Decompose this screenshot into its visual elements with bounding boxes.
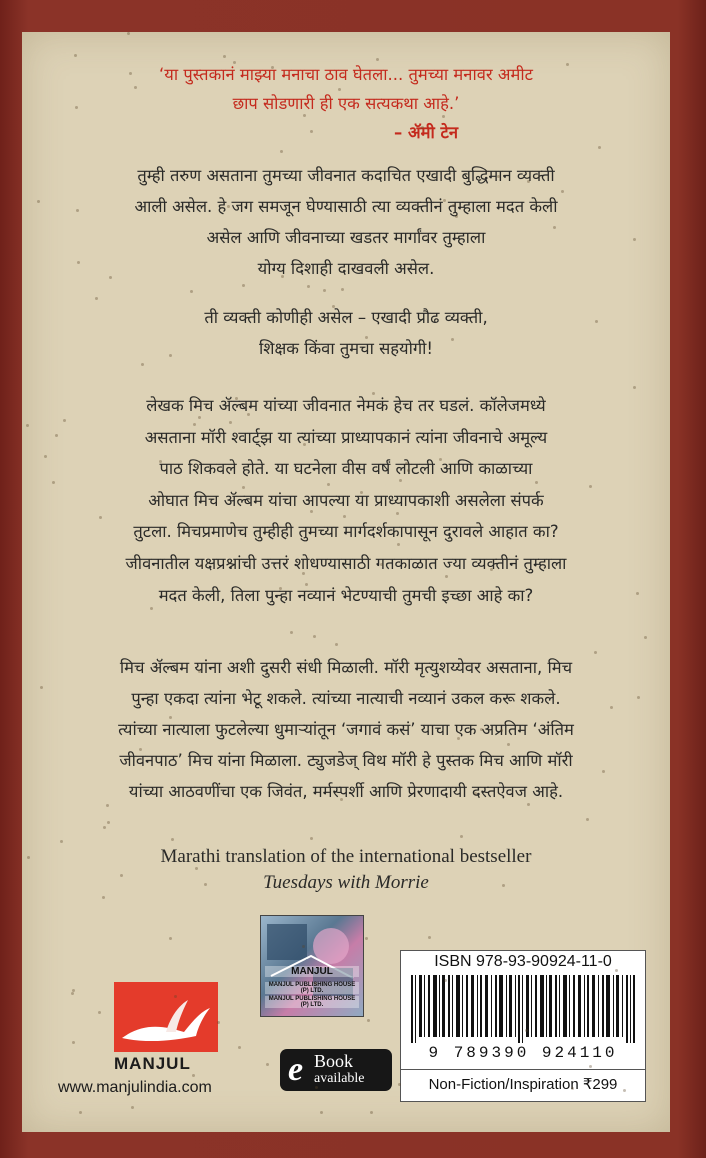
paper-speck (553, 226, 556, 229)
paper-speck (443, 199, 446, 202)
paper-speck (79, 1111, 82, 1114)
paragraph-line: जीवनातील यक्षप्रश्नांची उत्तरं शोधण्यासाठी गतकाळात ज्या व्यक्तीनं तुम्हाला (125, 553, 567, 573)
paragraph-line: जीवनपाठ’ मिच यांना मिळाला. ट्युजडेज् विथ मॉरी हे पुस्तक मिच आणि मॉरी (119, 751, 573, 770)
paper-speck (266, 1063, 269, 1066)
paper-speck (229, 421, 232, 424)
paper-speck (109, 276, 112, 279)
paper-speck (305, 583, 308, 586)
paper-speck (372, 392, 375, 395)
paper-speck (134, 86, 137, 89)
paper-speck (235, 397, 238, 400)
paper-speck (77, 261, 80, 264)
paper-speck (474, 792, 477, 795)
paper-speck (227, 205, 230, 208)
paper-speck (502, 884, 505, 887)
paper-speck (303, 443, 306, 446)
paper-speck (367, 1019, 370, 1022)
paper-speck (610, 706, 613, 709)
paper-speck (452, 204, 455, 207)
paper-speck (141, 363, 144, 366)
paper-speck (281, 275, 284, 278)
hologram-line-1: MANJUL PUBLISHING HOUSE (P) LTD. (265, 982, 359, 994)
paper-speck (500, 729, 503, 732)
paper-speck (310, 130, 313, 133)
paper-speck (633, 238, 636, 241)
paper-speck (338, 88, 341, 91)
paragraph-line: असेल आणि जीवनाच्या खडतर मार्गांवर तुम्हाला (206, 228, 486, 247)
paragraph-4 (22, 652, 670, 807)
isbn-box (400, 950, 646, 1102)
translation-note (22, 844, 670, 896)
paper-speck (561, 190, 564, 193)
paper-speck (405, 462, 408, 465)
paper-speck (71, 992, 74, 995)
isbn-label: ISBN 978-93-90924-11-0 (434, 953, 612, 970)
paper-speck (280, 150, 283, 153)
paragraph-line: पाठ शिकवले होते. या घटनेला वीस वर्षं लोटली आणि काळाच्या (159, 459, 533, 479)
paper-speck (150, 607, 153, 610)
paper-speck (327, 483, 330, 486)
paper-speck (421, 126, 424, 129)
paper-speck (571, 1087, 574, 1090)
paper-speck (200, 564, 203, 567)
publisher-website[interactable]: www.manjulindia.com (58, 1079, 212, 1096)
paper-speck (623, 1089, 626, 1092)
hologram-line-2: MANJUL PUBLISHING HOUSE (P) LTD. (265, 996, 359, 1008)
paper-speck (314, 982, 317, 985)
paper-speck (223, 55, 226, 58)
paper-speck (341, 288, 344, 291)
paper-speck (633, 386, 636, 389)
paper-speck (60, 840, 63, 843)
paper-speck (360, 491, 363, 494)
paper-speck (74, 54, 77, 57)
paper-speck (594, 651, 597, 654)
paper-speck (279, 587, 282, 590)
paper-speck (507, 743, 510, 746)
paper-speck (169, 937, 172, 940)
paper-speck (242, 486, 245, 489)
hologram-sticker (260, 915, 364, 1017)
paper-speck (52, 481, 55, 484)
paragraph-line: मदत केली, तिला पुन्हा नव्यानं भेटण्याची तुमची इच्छा आहे का? (158, 585, 534, 605)
paper-speck (615, 969, 618, 972)
paragraph-line: मिच ॲल्बम यांना अशी दुसरी संधी मिळाली. मॉरी मृत्युशय्येवर असताना, मिच (119, 658, 573, 677)
paper-speck (63, 419, 66, 422)
ebook-letter: e (288, 1051, 304, 1088)
paper-speck (195, 867, 198, 870)
paper-speck (602, 770, 605, 773)
paragraph-1 (22, 160, 670, 284)
paper-speck (120, 874, 123, 877)
paper-speck (460, 835, 463, 838)
paper-speck (37, 200, 40, 203)
paper-speck (271, 66, 274, 69)
original-title: Tuesdays with Morrie (263, 872, 429, 893)
paper-speck (204, 883, 207, 886)
paper-speck (595, 320, 598, 323)
paper-speck (398, 1083, 401, 1086)
paragraph-line: आली असेल. हे जग समजून घेण्यासाठी त्या व्यक्तीनं तुम्हाला मदत केली (134, 197, 558, 216)
paper-speck (380, 563, 383, 566)
category-price: Non-Fiction/Inspiration ₹299 (401, 1069, 645, 1102)
paper-speck (238, 1046, 241, 1049)
paragraph-line: तुम्ही तरुण असताना तुमच्या जीवनात कदाचित एखादी बुद्धिमान व्यक्ती (137, 166, 555, 185)
paper-speck (103, 826, 106, 829)
paper-speck (99, 516, 102, 519)
paper-speck (27, 856, 30, 859)
paper-speck (313, 635, 316, 638)
ebook-word: Book (314, 1051, 354, 1071)
paper-speck (527, 180, 530, 183)
ebook-badge (280, 1049, 392, 1091)
paper-speck (129, 72, 132, 75)
paper-speck (445, 575, 448, 578)
paper-speck (40, 686, 43, 689)
paper-speck (302, 572, 305, 575)
paper-speck (107, 821, 110, 824)
paper-speck (407, 469, 410, 472)
paper-speck (444, 979, 447, 982)
paper-speck (637, 696, 640, 699)
paper-speck (315, 1086, 318, 1089)
paragraph-line: त्यांच्या नात्याला फुटलेल्या धुमाऱ्यांतून ‘जगावं कसं’ याचा एक अप्रतिम ‘अंतिम (118, 720, 574, 739)
paragraph-line: यांच्या आठवणींचा एक जिवंत, मर्मस्पर्शी आणि प्रेरणादायी दस्तऐवज आहे. (128, 782, 564, 801)
quote-author: – ॲमी टेन (394, 123, 458, 142)
paper-speck (439, 458, 442, 461)
paper-speck (343, 515, 346, 518)
paper-speck (396, 512, 399, 515)
paper-speck (442, 115, 445, 118)
paper-speck (490, 568, 493, 571)
paper-speck (106, 804, 109, 807)
paper-speck (497, 175, 500, 178)
paper-speck (131, 1106, 134, 1109)
paper-speck (102, 896, 105, 899)
paper-speck (376, 58, 379, 61)
paragraph-line: असताना मॉरी श्वार्ट्झ या त्यांच्या प्राध्यापकानं त्यांना जीवनाचे अमूल्य (144, 427, 548, 447)
paper-speck (190, 290, 193, 293)
paper-speck (302, 945, 305, 948)
paper-speck (332, 305, 335, 308)
paper-speck (198, 416, 201, 419)
paper-speck (159, 460, 162, 463)
paper-speck (44, 455, 47, 458)
paragraph-line: लेखक मिच ॲल्बम यांच्या जीवनात नेमकं हेच तर घडलं. कॉलेजमध्ये (146, 396, 546, 415)
paper-speck (127, 32, 130, 35)
paper-speck (174, 995, 177, 998)
paragraph-line: तुटला. मिचप्रमाणेच तुम्हीही तुमच्या मार्गदर्शकापासून दुरावले आहात का? (133, 522, 559, 542)
paper-speck (303, 114, 306, 117)
quote-line-2: छाप सोडणारी ही एक सत्यकथा आहे.’ (232, 94, 460, 113)
paper-speck (535, 481, 538, 484)
paragraph-3 (22, 390, 670, 611)
paper-speck (233, 61, 236, 64)
paper-speck (98, 1011, 101, 1014)
paper-speck (365, 336, 368, 339)
paragraph-line: ती व्यक्ती कोणीही असेल – एखादी प्रौढ व्यक्ती, (204, 308, 488, 327)
paper-speck (589, 1065, 592, 1068)
paper-speck (95, 297, 98, 300)
paper-speck (169, 716, 172, 719)
paper-speck (589, 485, 592, 488)
paper-speck (636, 592, 639, 595)
translation-line: Marathi translation of the international bestseller (160, 846, 532, 867)
paper-speck (290, 631, 293, 634)
paper-speck (397, 543, 400, 546)
paper-speck (370, 1111, 373, 1114)
paper-speck (247, 413, 250, 416)
paper-speck (75, 106, 78, 109)
paper-speck (457, 737, 460, 740)
paper-speck (335, 643, 338, 646)
paragraph-line: शिक्षक किंवा तुमचा सहयोगी! (258, 339, 434, 358)
publisher-logo (114, 982, 218, 1052)
paper-speck (566, 63, 569, 66)
paragraph-2 (22, 302, 670, 364)
paragraph-line: ओघात मिच ॲल्बम यांचा आपल्या या प्राध्यापकाशी असलेला संपर्क (148, 490, 544, 510)
hologram-brand: MANJUL (265, 966, 359, 977)
isbn-digits: 9 789390 924110 (428, 1044, 618, 1062)
paper-speck (242, 284, 245, 287)
barcode-icon (411, 975, 635, 1043)
paper-speck (72, 1041, 75, 1044)
paper-speck (586, 818, 589, 821)
paper-speck (365, 937, 368, 940)
paper-speck (193, 423, 196, 426)
paper-speck (451, 338, 454, 341)
cover-panel (22, 32, 670, 1132)
paper-speck (310, 510, 313, 513)
bird-logo-icon (114, 982, 218, 1052)
paper-speck (598, 146, 601, 149)
paper-speck (169, 354, 172, 357)
paper-speck (198, 670, 201, 673)
paper-speck (76, 209, 79, 212)
paper-speck (320, 1111, 323, 1114)
paper-speck (55, 434, 58, 437)
paper-speck (527, 803, 530, 806)
paper-speck (480, 728, 483, 731)
paper-speck (192, 1074, 195, 1077)
paragraph-line: योग्य दिशाही दाखवली असेल. (257, 259, 435, 278)
blurb-quote (22, 60, 670, 147)
ebook-available: available (314, 1071, 365, 1086)
paper-speck (455, 215, 458, 218)
paper-speck (310, 837, 313, 840)
paper-speck (323, 289, 326, 292)
paper-speck (399, 479, 402, 482)
paper-speck (644, 636, 647, 639)
publisher-name: MANJUL (114, 1054, 191, 1073)
paper-speck (340, 798, 343, 801)
paper-speck (307, 285, 310, 288)
paper-speck (26, 424, 29, 427)
paragraph-line: पुन्हा एकदा त्यांना भेटू शकले. त्यांच्या नात्याची नव्यानं उकल करू शकले. (131, 689, 561, 708)
paper-speck (428, 936, 431, 939)
paper-speck (217, 1021, 220, 1024)
quote-line-1: ‘या पुस्तकानं माझ्या मनाचा ठाव घेतला... तुमच्या मनावर अमीट (159, 65, 533, 84)
paper-speck (525, 1029, 528, 1032)
paper-speck (171, 838, 174, 841)
paper-speck (139, 748, 142, 751)
